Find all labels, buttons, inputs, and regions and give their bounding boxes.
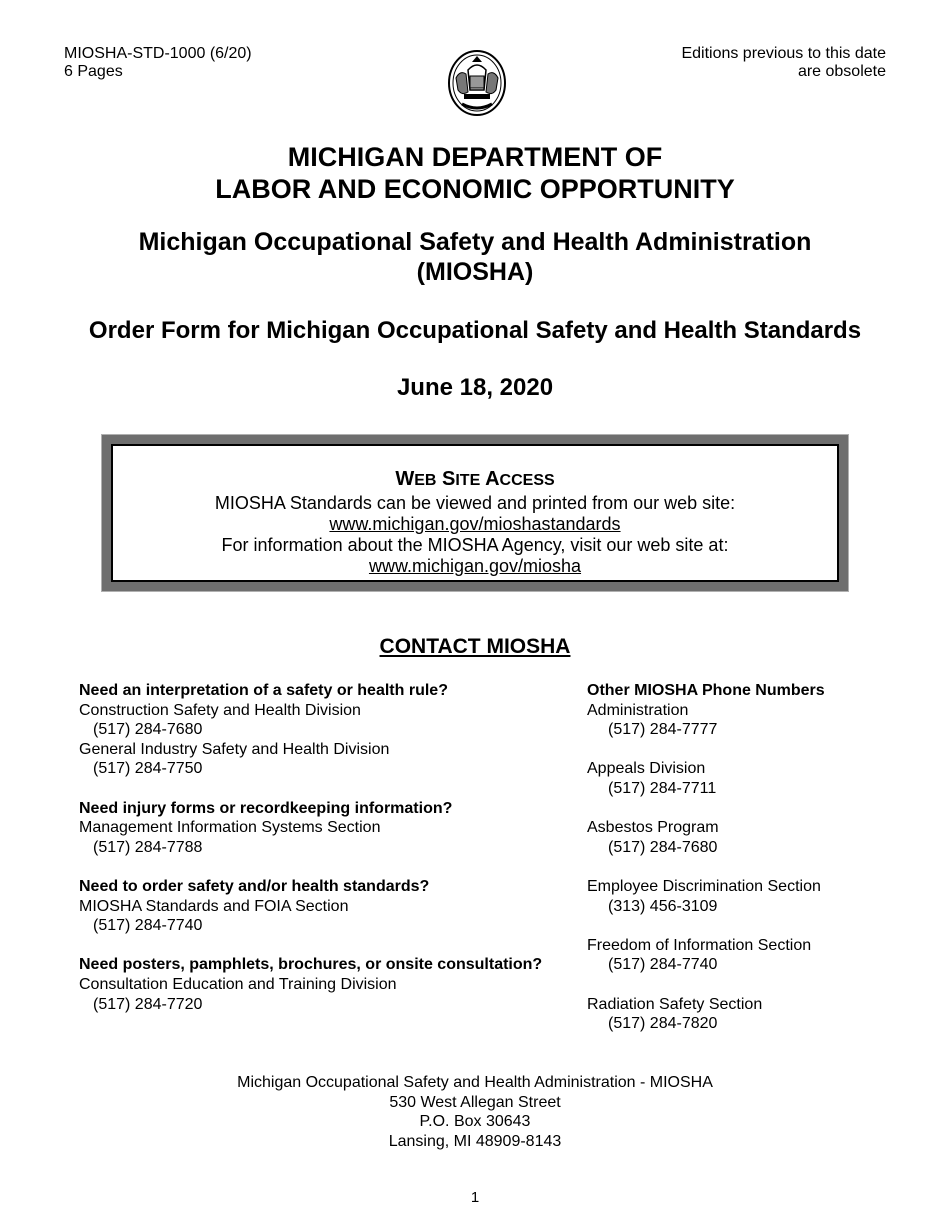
contact-phone: (313) 456-3109: [608, 897, 718, 915]
miosha-link[interactable]: www.michigan.gov/miosha: [368, 556, 582, 576]
form-title: Order Form for Michigan Occupational Safety and Health Standards: [88, 317, 862, 344]
agency-line-2: (MIOSHA): [416, 258, 534, 286]
form-info: [64, 45, 252, 81]
contact-phone: (517) 284-7740: [93, 917, 203, 935]
contact-name: Administration: [587, 701, 689, 719]
obsolete-line-2: are obsolete: [797, 63, 886, 80]
contact-name: MIOSHA Standards and FOIA Section: [79, 897, 349, 915]
contact-name: Consultation Education and Training Division: [79, 975, 397, 993]
agency-title: [0, 227, 950, 287]
contact-name: Radiation Safety Section: [587, 995, 763, 1013]
contact-name: Freedom of Information Section: [587, 936, 812, 954]
contact-phone: (517) 284-7750: [93, 760, 203, 778]
address-city: Lansing, MI 48909-8143: [388, 1132, 562, 1150]
question: Need injury forms or recordkeeping information?: [79, 799, 453, 817]
address-street: 530 West Allegan Street: [389, 1093, 561, 1111]
standards-link[interactable]: www.michigan.gov/mioshastandards: [329, 514, 621, 534]
contact-phone: (517) 284-7820: [608, 1015, 718, 1033]
contact-phone: (517) 284-7740: [608, 956, 718, 974]
contact-phone: (517) 284-7680: [608, 838, 718, 856]
contact-left-column: [79, 681, 542, 1014]
contact-phone: (517) 284-7680: [93, 721, 203, 739]
question: Need posters, pamphlets, brochures, or onsite consultation?: [79, 956, 543, 974]
contact-phone: (517) 284-7777: [608, 721, 718, 739]
obsolete-line-1: Editions previous to this date: [681, 45, 886, 62]
contact-heading: CONTACT MIOSHA: [379, 635, 571, 658]
department-line-1: MICHIGAN DEPARTMENT OF: [287, 142, 663, 172]
obsolete-notice: [681, 45, 886, 81]
michigan-seal-icon: [446, 48, 508, 118]
question: Need an interpretation of a safety or health rule?: [79, 682, 448, 699]
contact-name: Management Information Systems Section: [79, 819, 381, 837]
web-access-line-2: For information about the MIOSHA Agency, visit our web site at:: [221, 535, 729, 555]
page-number: 1: [470, 1189, 480, 1206]
web-access-content: [111, 444, 839, 582]
question: Need to order safety and/or health standards?: [79, 877, 430, 895]
contact-name: Asbestos Program: [587, 819, 719, 837]
form-id: MIOSHA-STD-1000 (6/20): [64, 45, 252, 62]
contact-phone: (517) 284-7788: [93, 838, 203, 856]
department-title: [0, 141, 950, 205]
contact-right-column: [587, 681, 825, 1034]
contact-name: General Industry Safety and Health Division: [79, 740, 390, 758]
web-access-title: WEB SITE ACCESS: [395, 468, 555, 490]
contact-phone: (517) 284-7711: [608, 779, 717, 797]
form-date: June 18, 2020: [396, 374, 554, 401]
mailing-address: [0, 1073, 950, 1151]
department-line-2: LABOR AND ECONOMIC OPPORTUNITY: [215, 174, 735, 204]
contact-name: Construction Safety and Health Division: [79, 701, 361, 719]
agency-line-1: Michigan Occupational Safety and Health Administration: [138, 228, 812, 256]
web-access-line-1: MIOSHA Standards can be viewed and printed from our web site:: [214, 493, 736, 513]
page-count: 6 Pages: [64, 63, 123, 80]
web-access-box: [101, 434, 849, 592]
contact-name: Appeals Division: [587, 760, 706, 778]
contact-name: Employee Discrimination Section: [587, 877, 821, 895]
address-org: Michigan Occupational Safety and Health Administration - MIOSHA: [237, 1074, 713, 1091]
phone-numbers-heading: Other MIOSHA Phone Numbers: [587, 682, 825, 699]
address-pobox: P.O. Box 30643: [419, 1113, 531, 1131]
contact-phone: (517) 284-7720: [93, 995, 203, 1013]
